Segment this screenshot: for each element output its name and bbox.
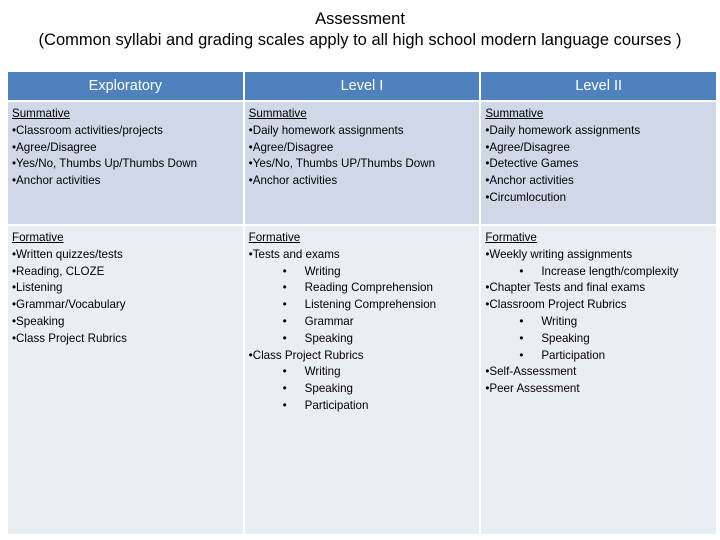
sub-bullet: • (282, 331, 287, 345)
formative-level-1-cell (245, 226, 480, 534)
sub-list-item (485, 348, 712, 365)
summative-exploratory-cell (8, 102, 243, 226)
title-line-1: Assessment (315, 10, 405, 28)
list-item: •Self-Assessment (485, 365, 577, 379)
sub-list-item-label: Listening Comprehension (304, 298, 437, 312)
sub-list-item-label: Increase length/complexity (541, 264, 679, 278)
summative-row (8, 102, 716, 226)
sub-list-item (249, 314, 476, 331)
list-item: •Anchor activities (248, 174, 338, 188)
sub-bullet: • (282, 281, 287, 295)
sub-bullet: • (519, 348, 524, 362)
sub-list-item (249, 297, 476, 314)
list-item: •Daily homework assignments (248, 123, 404, 137)
list-item: •Anchor activities (12, 174, 101, 188)
cell-heading: Summative (12, 107, 70, 120)
sub-bullet: • (282, 382, 287, 396)
list-item: •Class Project Rubrics (248, 348, 364, 362)
sub-list-item (249, 364, 476, 381)
list-item: •Weekly writing assignments (485, 247, 633, 261)
summative-level-1-cell (245, 102, 480, 226)
title-line-2: (Common syllabi and grading scales apply to all high school modern language courses ) (38, 31, 682, 49)
list-item: •Listening (12, 281, 63, 295)
header-exploratory: Exploratory (8, 72, 243, 102)
list-item: •Class Project Rubrics (12, 331, 127, 345)
sub-list-item (249, 264, 476, 281)
header-level-2: Level II (481, 72, 716, 102)
sub-list-item (485, 331, 712, 348)
sub-list-item (485, 314, 712, 331)
list-item: •Reading, CLOZE (12, 264, 105, 278)
formative-row (8, 226, 716, 534)
cell-heading: Formative (12, 231, 64, 244)
list-item: •Agree/Disagree (248, 140, 334, 154)
sub-list-item-label: Participation (304, 398, 369, 412)
sub-list-item-label: Writing (304, 264, 341, 278)
sub-list-item (249, 398, 476, 415)
sub-bullet: • (282, 365, 287, 379)
sub-list-item-label: Speaking (541, 331, 590, 345)
list-item: •Written quizzes/tests (12, 247, 123, 261)
summative-level-2-cell (481, 102, 716, 226)
list-item: •Chapter Tests and final exams (485, 281, 646, 295)
list-item: •Grammar/Vocabulary (12, 298, 126, 312)
list-item: •Yes/No, Thumbs UP/Thumbs Down (248, 157, 436, 171)
list-item: •Circumlocution (485, 190, 567, 204)
list-item: •Classroom activities/projects (12, 123, 163, 137)
list-item: •Peer Assessment (485, 382, 580, 396)
list-item: •Agree/Disagree (12, 140, 97, 154)
sub-list-item-label: Participation (541, 348, 606, 362)
cell-heading: Formative (248, 231, 301, 244)
sub-bullet: • (282, 398, 287, 412)
list-item: •Classroom Project Rubrics (485, 298, 627, 312)
list-item: •Daily homework assignments (485, 123, 641, 137)
sub-bullet: • (282, 264, 287, 278)
list-item: •Tests and exams (248, 247, 340, 261)
list-item: •Detective Games (485, 157, 579, 171)
cell-heading: Summative (248, 107, 307, 120)
sub-list-item-label: Speaking (304, 382, 354, 396)
sub-bullet: • (519, 264, 524, 278)
formative-exploratory-cell (8, 226, 243, 534)
list-item: •Yes/No, Thumbs Up/Thumbs Down (12, 157, 198, 171)
formative-level-2-cell (481, 226, 716, 534)
sub-list-item-label: Reading Comprehension (304, 281, 433, 295)
list-item: •Speaking (12, 314, 65, 328)
sub-list-item-label: Grammar (304, 314, 354, 328)
list-item: •Agree/Disagree (485, 140, 570, 154)
header-row (8, 72, 716, 102)
list-item: •Anchor activities (485, 174, 574, 188)
cell-heading: Summative (485, 107, 544, 120)
sub-bullet: • (282, 314, 287, 328)
sub-list-item-label: Writing (304, 365, 341, 379)
sub-list-item (249, 331, 476, 348)
sub-bullet: • (282, 298, 287, 312)
sub-list-item-label: Speaking (304, 331, 354, 345)
sub-list-item-label: Writing (541, 314, 578, 328)
cell-heading: Formative (485, 231, 537, 244)
sub-list-item (249, 381, 476, 398)
sub-list-item (485, 264, 712, 281)
header-level-1: Level I (245, 72, 480, 102)
sub-bullet: • (519, 314, 524, 328)
assessment-table (6, 72, 718, 534)
sub-bullet: • (519, 331, 524, 345)
page-title (0, 9, 720, 51)
sub-list-item (249, 280, 476, 297)
